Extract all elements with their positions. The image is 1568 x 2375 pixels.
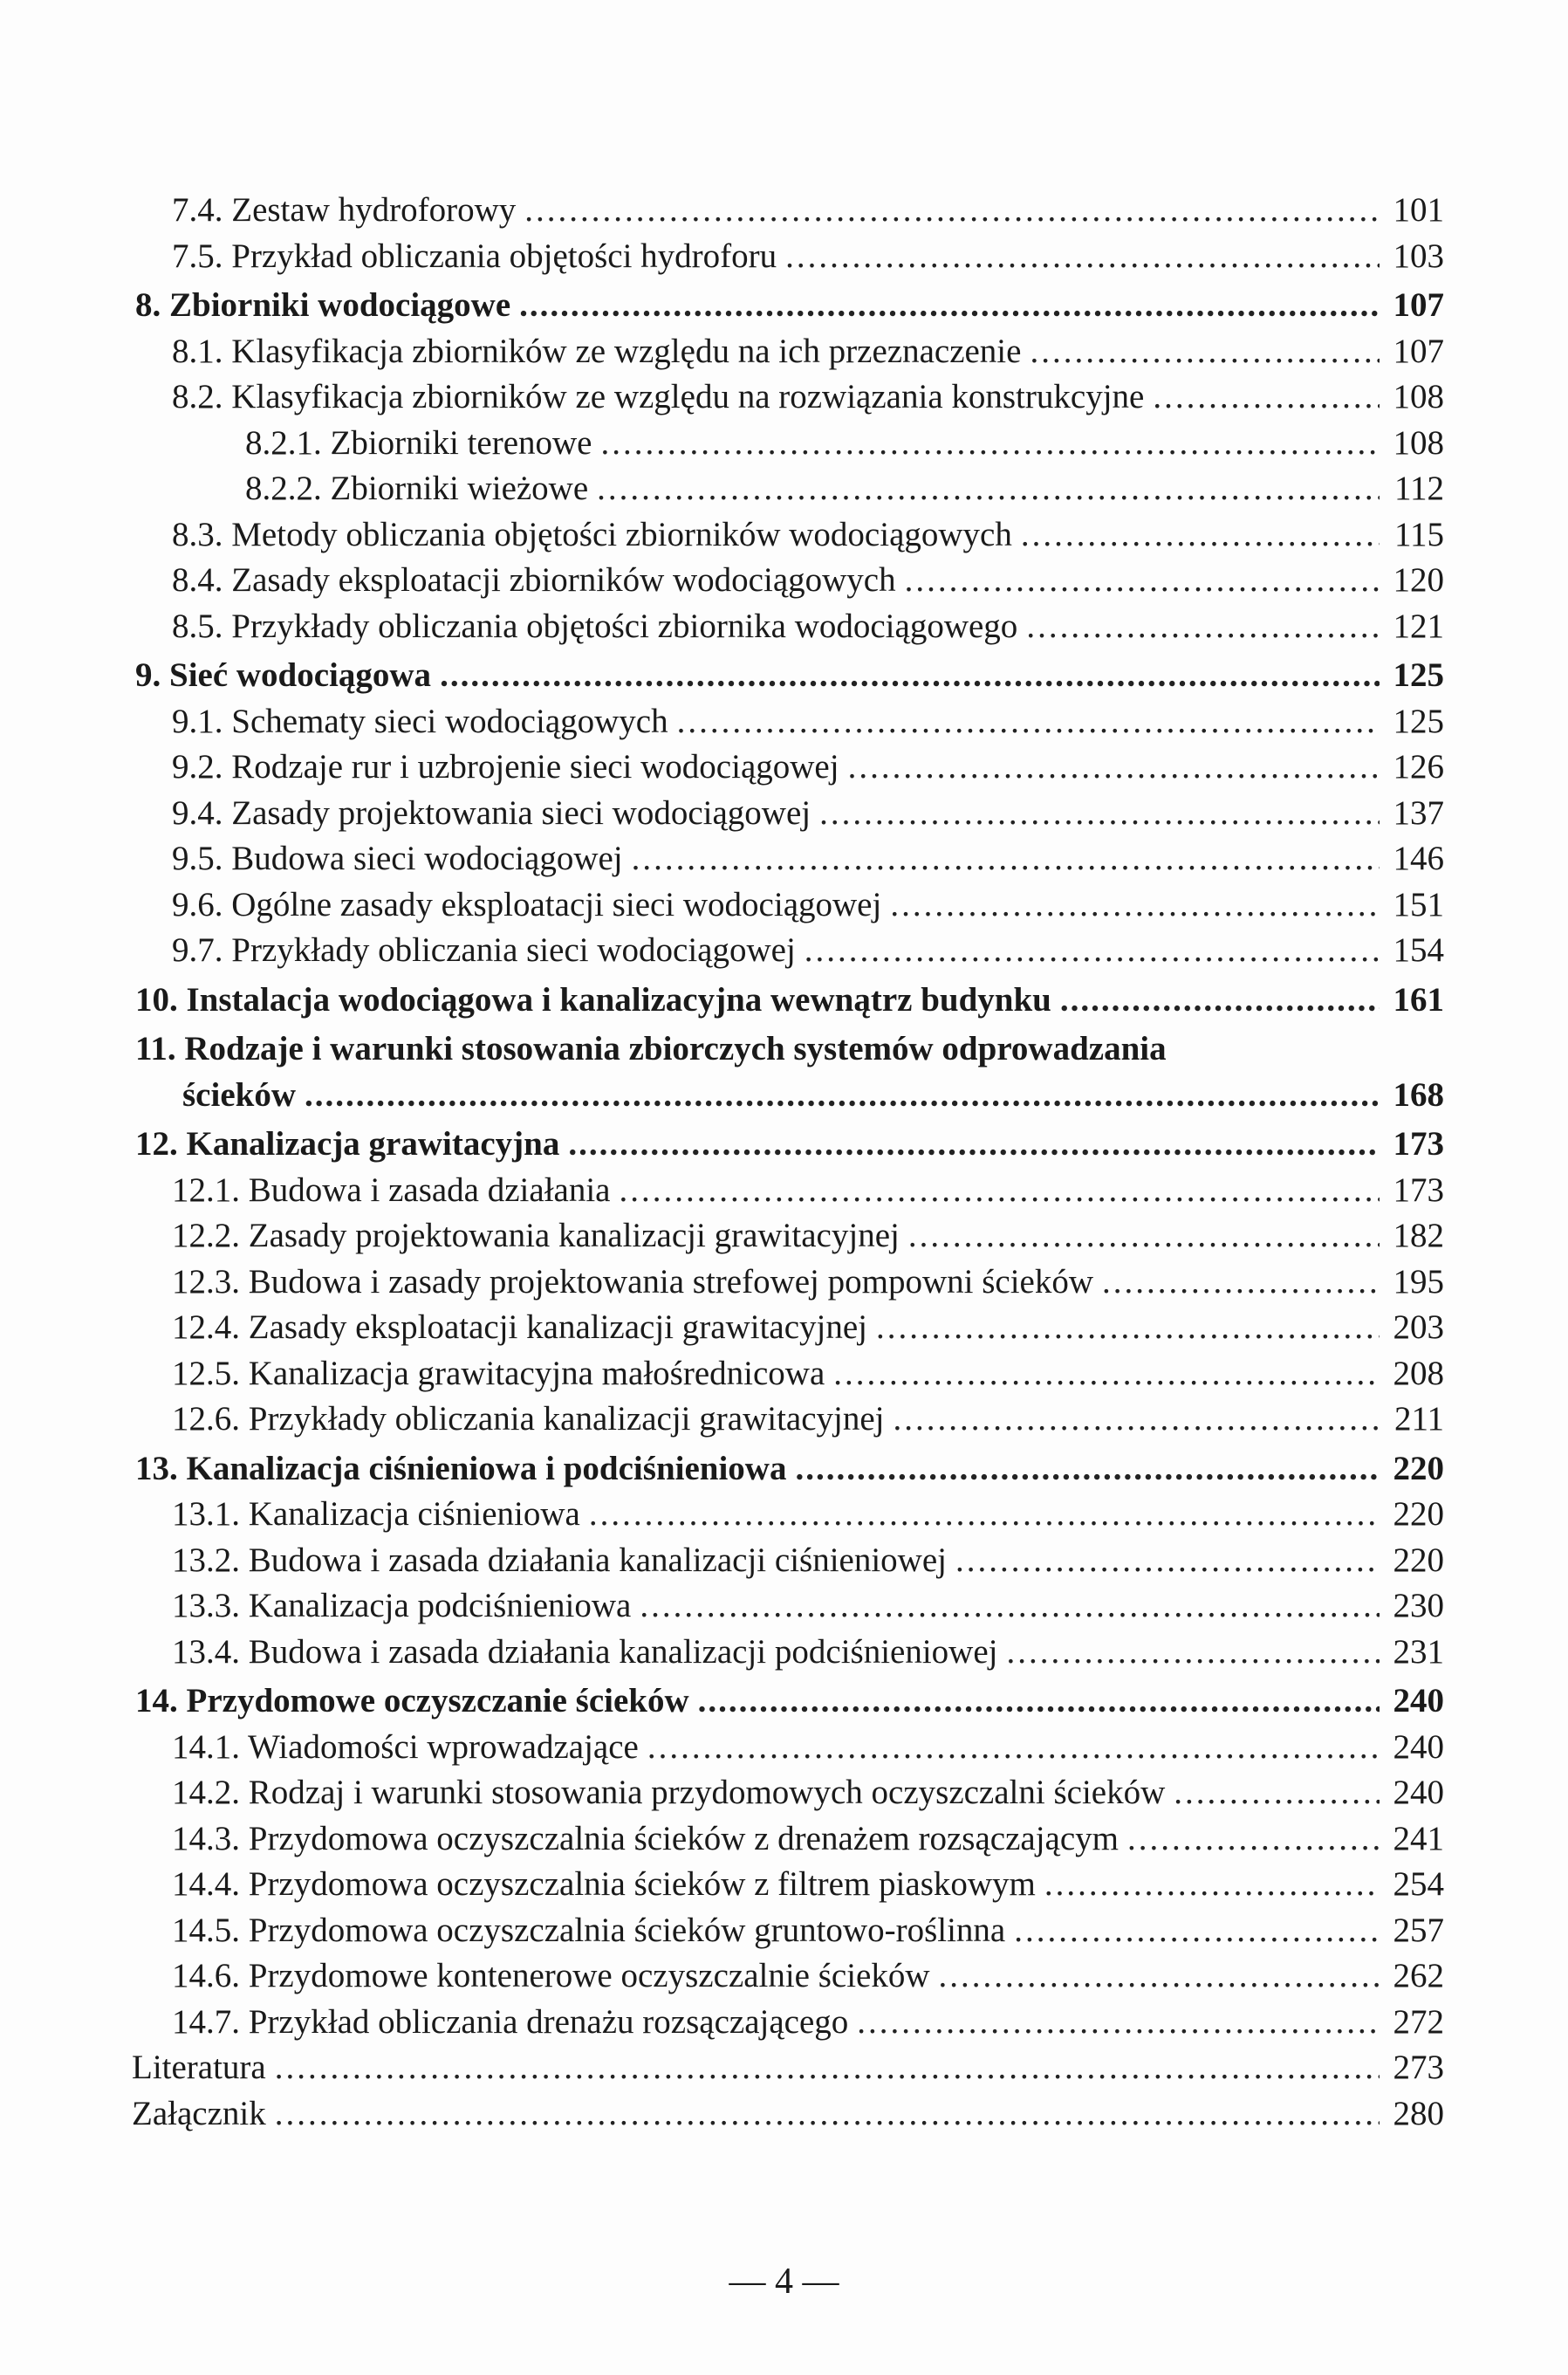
toc-entry-title	[172, 1727, 639, 1767]
toc-entry-text: Klasyfikacja zbiorników ze względu na ich przeznaczenie	[231, 332, 1022, 370]
toc-entry	[135, 190, 1444, 237]
toc-entry-text: Zasady eksploatacji zbiorników wodociągowych	[231, 561, 896, 599]
toc-entry-text: Wiadomości wprowadzające	[248, 1727, 639, 1766]
dot-leader	[440, 656, 1380, 695]
toc-entry-text: Zasady eksploatacji kanalizacji grawitacyjnej	[248, 1308, 868, 1346]
toc-page-number: 121	[1393, 607, 1444, 645]
toc-page-number: 146	[1393, 840, 1444, 877]
dot-leader	[819, 793, 1380, 833]
toc-entry-number: 12.2.	[172, 1217, 240, 1254]
toc-entry-text: Przydomowe oczyszczanie ścieków	[186, 1682, 689, 1719]
toc-entry-number: 9.	[135, 656, 161, 694]
toc-page-number: 125	[1393, 656, 1444, 694]
toc-entry-text: Przykłady obliczania sieci wodociągowej	[231, 931, 796, 969]
toc-page-number: 273	[1393, 2049, 1444, 2086]
toc-entry-text: Przydomowa oczyszczalnia ścieków z drenażem rozsączającym	[248, 1819, 1119, 1857]
toc-entry-text: Przydomowa oczyszczalnia ścieków z filtrem piaskowym	[248, 1865, 1036, 1903]
dot-leader	[1014, 1911, 1380, 1950]
toc-page-number: 151	[1393, 885, 1444, 923]
toc-page-number: 240	[1393, 1682, 1444, 1719]
toc-entry-title	[172, 1586, 631, 1625]
toc-entry	[135, 1819, 1444, 1865]
toc-entry-text: Kanalizacja podciśnieniowa	[248, 1587, 632, 1624]
toc-entry-title	[172, 237, 777, 276]
dot-leader	[876, 1308, 1380, 1347]
toc-entry	[135, 1494, 1444, 1541]
toc-entry	[132, 2094, 1444, 2140]
dot-leader	[857, 2002, 1380, 2042]
toc-entry-title	[135, 1029, 1167, 1068]
toc-entry-number: 13.4.	[172, 1632, 240, 1671]
toc-entry-number: 12.6.	[172, 1400, 240, 1438]
toc-entry-title	[172, 1262, 1093, 1301]
toc-entry	[135, 1170, 1444, 1217]
toc-entry	[135, 1773, 1444, 1819]
toc-entry-number: 14.1.	[172, 1727, 240, 1766]
toc-entry-number: 14.2.	[172, 1774, 240, 1811]
toc-page-number: 280	[1393, 2094, 1444, 2132]
dot-leader	[568, 1124, 1380, 1163]
toc-entry-title	[172, 560, 896, 600]
toc-entry-text: Zbiorniki wieżowe	[330, 470, 589, 507]
toc-entry-number: 14.5.	[172, 1911, 240, 1949]
toc-entry-title	[172, 1354, 825, 1393]
toc-entry-number: 13.1.	[172, 1495, 240, 1533]
toc-entry-number: 9.4.	[172, 793, 223, 832]
toc-entry-text: Klasyfikacja zbiorników ze względu na rozwiązania konstrukcyjne	[231, 378, 1145, 415]
toc-chapter-entry	[135, 285, 1444, 332]
toc-entry-text: Instalacja wodociągowa i kanalizacyjna wewnątrz budynku	[186, 980, 1051, 1019]
toc-entry	[135, 515, 1444, 561]
dot-leader	[1026, 607, 1380, 646]
toc-page-number: 241	[1393, 1819, 1444, 1857]
toc-page-number: 173	[1393, 1170, 1444, 1209]
toc-entry-title	[172, 885, 881, 924]
toc-entry-title	[172, 1494, 580, 1534]
toc-entry-title	[135, 1681, 689, 1720]
toc-entry-text: Załącznik	[132, 2094, 266, 2132]
toc-entry-title	[245, 469, 588, 508]
toc-entry-number: 14.7.	[172, 2002, 240, 2041]
dot-leader	[1044, 1864, 1380, 1904]
toc-entry-text: Kanalizacja ciśnieniowa	[248, 1495, 580, 1533]
dot-leader	[620, 1170, 1380, 1210]
toc-entry-number: 8.3.	[172, 515, 223, 553]
toc-page-number: 101	[1393, 191, 1444, 229]
dot-leader	[275, 2094, 1380, 2133]
toc-entry-number: 8.2.2.	[245, 470, 322, 507]
dot-leader	[1127, 1819, 1380, 1858]
toc-entry-text: Przydomowa oczyszczalnia ścieków gruntowo-roślinna	[248, 1911, 1006, 1949]
toc-entry-number: 12.	[135, 1125, 178, 1163]
toc-entry-title	[172, 1216, 900, 1255]
toc-page-number: 161	[1393, 980, 1444, 1019]
toc-chapter-entry	[135, 656, 1444, 702]
toc-entry	[135, 1541, 1444, 1587]
toc-page-number: 220	[1393, 1449, 1444, 1487]
toc-entry-title	[135, 285, 510, 325]
toc-entry-text: Budowa i zasady projektowania strefowej pompowni ścieków	[248, 1262, 1094, 1301]
toc-page-number: 211	[1393, 1400, 1444, 1438]
toc-page-number: 108	[1393, 423, 1444, 462]
toc-page-number: 107	[1393, 332, 1444, 370]
toc-page-number: 257	[1393, 1911, 1444, 1949]
toc-chapter-entry	[135, 1075, 1444, 1122]
toc-entry-text: Schematy sieci wodociągowych	[231, 702, 668, 740]
toc-page-number: 240	[1393, 1774, 1444, 1811]
toc-page-number: 182	[1393, 1217, 1444, 1254]
toc-entry-number: 13.3.	[172, 1587, 240, 1624]
toc-chapter-entry	[135, 980, 1444, 1026]
dot-leader	[894, 1399, 1380, 1438]
toc-entry-text: Rodzaje rur i uzbrojenie sieci wodociągowej	[231, 748, 839, 786]
toc-entry	[135, 377, 1444, 423]
toc-chapter-entry	[135, 1681, 1444, 1727]
toc-page-number: 203	[1393, 1308, 1444, 1346]
toc-entry-text: Literatura	[132, 2049, 266, 2086]
toc-entry-number: 14.	[135, 1682, 178, 1719]
toc-entry-text: Rodzaje i warunki stosowania zbiorczych systemów odprowadzania	[184, 1030, 1167, 1067]
toc-entry-title	[172, 839, 623, 878]
dot-leader	[939, 1956, 1380, 1995]
toc-entry-text: Przykład obliczania drenażu rozsączającego	[248, 2002, 849, 2041]
toc-entry-number: 14.6.	[172, 1957, 240, 1994]
dot-leader	[833, 1354, 1380, 1393]
toc-entry-title	[135, 1124, 559, 1163]
toc-entry-text: Zestaw hydroforowy	[231, 191, 517, 229]
toc-entry-number: 12.3.	[172, 1262, 240, 1301]
toc-page-number: 230	[1393, 1587, 1444, 1624]
dot-leader	[647, 1727, 1380, 1767]
page-number: — 4 —	[729, 2262, 839, 2302]
dot-leader	[908, 1216, 1380, 1255]
toc-entry	[135, 747, 1444, 793]
toc-entry	[135, 930, 1444, 977]
toc-entry-number: 13.	[135, 1449, 178, 1487]
toc-page-number: 137	[1393, 793, 1444, 832]
toc-entry-text: Przykłady obliczania objętości zbiornika wodociągowego	[231, 607, 1018, 645]
toc-entry-title	[135, 656, 431, 695]
toc-entry	[135, 1262, 1444, 1308]
toc-entry-number: 9.7.	[172, 931, 223, 969]
toc-page-number: 168	[1393, 1075, 1444, 1114]
toc-page-number: 154	[1393, 931, 1444, 969]
toc-entry	[135, 1956, 1444, 2002]
toc-entry-title	[172, 2002, 848, 2042]
toc-entry-title	[182, 1075, 296, 1115]
toc-chapter-entry	[135, 1449, 1444, 1495]
toc-page-number: 125	[1393, 702, 1444, 740]
toc-entry-text: Zbiorniki wodociągowe	[169, 286, 511, 324]
toc-entry-number: 8.5.	[172, 607, 223, 645]
dot-leader	[597, 469, 1380, 508]
toc-entry-title	[172, 930, 796, 970]
toc-entry-title	[172, 1541, 947, 1580]
toc-page-number: 231	[1393, 1632, 1444, 1671]
toc-entry-number: 9.1.	[172, 702, 223, 740]
toc-entry	[135, 332, 1444, 378]
toc-entry-text: ścieków	[182, 1075, 296, 1114]
toc-entry-number: 7.4.	[172, 191, 223, 229]
toc-entry-title	[135, 1449, 786, 1488]
toc-entry-title	[172, 1773, 1165, 1812]
toc-entry-title	[245, 423, 592, 463]
toc-entry-number: 13.2.	[172, 1541, 240, 1579]
dot-leader	[632, 839, 1380, 878]
toc-entry	[135, 839, 1444, 885]
toc-entry	[135, 1308, 1444, 1354]
toc-entry-number: 12.1.	[172, 1170, 240, 1209]
toc-page-number: 103	[1393, 237, 1444, 275]
toc-entry-title	[172, 377, 1144, 416]
toc-entry-text: Zasady projektowania kanalizacji grawitacyjnej	[248, 1217, 900, 1254]
toc-entry-number: 7.5.	[172, 237, 223, 275]
toc-entry-title	[132, 2048, 266, 2087]
toc-entry-text: Przydomowe kontenerowe oczyszczalnie ścieków	[248, 1957, 930, 1994]
toc-entry-title	[172, 702, 668, 741]
toc-entry-number: 11.	[135, 1030, 176, 1067]
dot-leader	[795, 1449, 1380, 1488]
toc-entry-number: 12.5.	[172, 1354, 240, 1392]
dot-leader	[1102, 1262, 1380, 1301]
toc-page-number: 254	[1393, 1865, 1444, 1903]
toc-entry-title	[132, 2094, 266, 2133]
toc-entry-text: Kanalizacja grawitacyjna małośrednicowa	[248, 1354, 825, 1392]
toc-entry	[135, 1864, 1444, 1911]
toc-entry-title	[172, 1911, 1005, 1950]
dot-leader	[600, 423, 1380, 463]
toc-page-number: 262	[1393, 1957, 1444, 1994]
toc-entry-text: Rodzaj i warunki stosowania przydomowych oczyszczalni ścieków	[248, 1774, 1166, 1811]
toc-entry-text: Kanalizacja ciśnieniowa i podciśnieniowa	[186, 1449, 787, 1487]
dot-leader	[1021, 515, 1380, 554]
toc-entry-title	[172, 1399, 885, 1438]
toc-entry-title	[172, 607, 1017, 646]
toc-entry-number: 8.2.	[172, 378, 223, 415]
toc-page-number: 220	[1393, 1541, 1444, 1579]
toc-entry	[135, 1354, 1444, 1400]
toc-entry-number: 9.6.	[172, 885, 223, 923]
table-of-contents	[132, 190, 1444, 2139]
toc-entry	[135, 702, 1444, 748]
toc-entry-text: Sieć wodociągowa	[169, 656, 432, 694]
toc-entry-title	[172, 1170, 611, 1210]
toc-entry-title	[172, 1864, 1036, 1904]
toc-entry-text: Kanalizacja grawitacyjna	[186, 1125, 560, 1163]
toc-page-number: 107	[1393, 286, 1444, 324]
dot-leader	[519, 285, 1380, 325]
toc-entry	[132, 2048, 1444, 2094]
toc-entry	[135, 885, 1444, 931]
toc-page-number: 272	[1393, 2002, 1444, 2041]
toc-entry-number: 9.5.	[172, 840, 223, 877]
toc-entry-title	[172, 1956, 930, 1995]
dot-leader	[805, 930, 1380, 970]
toc-entry-title	[172, 190, 516, 230]
toc-entry-text: Zasady projektowania sieci wodociągowej	[231, 793, 811, 832]
toc-entry-text: Przykłady obliczania kanalizacji grawitacyjnej	[248, 1400, 885, 1438]
toc-entry	[135, 1216, 1444, 1262]
toc-entry-number: 14.3.	[172, 1819, 240, 1857]
toc-entry-number: 10.	[135, 980, 178, 1019]
toc-chapter-entry	[135, 1029, 1444, 1075]
dot-leader	[1174, 1773, 1380, 1812]
toc-entry-number: 8.	[135, 286, 161, 324]
dot-leader	[890, 885, 1380, 924]
toc-page-number: 120	[1393, 561, 1444, 599]
dot-leader	[640, 1586, 1380, 1625]
toc-chapter-entry	[135, 1124, 1444, 1170]
dot-leader	[1007, 1632, 1380, 1671]
toc-entry	[135, 793, 1444, 840]
toc-page-number: 126	[1393, 748, 1444, 786]
toc-entry-number: 8.1.	[172, 332, 223, 370]
dot-leader	[785, 237, 1380, 276]
toc-page-number: 195	[1393, 1262, 1444, 1301]
toc-entry-text: Budowa i zasada działania kanalizacji ciśnieniowej	[248, 1541, 947, 1579]
toc-entry-text: Budowa i zasada działania kanalizacji podciśnieniowej	[248, 1632, 998, 1671]
toc-entry-title	[135, 980, 1051, 1019]
toc-entry-number: 8.4.	[172, 561, 223, 599]
toc-entry	[135, 607, 1444, 653]
toc-page-number: 108	[1393, 378, 1444, 415]
dot-leader	[848, 747, 1380, 786]
toc-entry-number: 12.4.	[172, 1308, 240, 1346]
dot-leader	[1060, 980, 1380, 1019]
dot-leader	[955, 1541, 1380, 1580]
toc-entry-title	[172, 332, 1021, 371]
toc-entry-number: 9.2.	[172, 748, 223, 786]
toc-entry	[135, 1632, 1444, 1678]
toc-entry	[135, 469, 1444, 515]
dot-leader	[677, 702, 1380, 741]
dot-leader	[1153, 377, 1380, 416]
toc-entry-title	[172, 747, 839, 786]
dot-leader	[905, 560, 1380, 600]
toc-entry-text: Metody obliczania objętości zbiorników wodociągowych	[231, 515, 1012, 553]
toc-entry	[135, 423, 1444, 470]
toc-entry	[135, 1911, 1444, 1957]
toc-entry-title	[172, 1819, 1119, 1858]
toc-entry-title	[172, 1308, 867, 1347]
toc-entry	[135, 237, 1444, 283]
toc-entry	[135, 1399, 1444, 1445]
toc-entry-number: 8.2.1.	[245, 423, 322, 462]
dot-leader	[589, 1494, 1380, 1534]
dot-leader	[1030, 332, 1380, 371]
dot-leader	[305, 1075, 1380, 1115]
toc-page-number: 173	[1393, 1125, 1444, 1163]
toc-entry-title	[172, 793, 811, 833]
toc-entry-title	[172, 1632, 998, 1671]
dot-leader	[524, 190, 1380, 230]
toc-entry	[135, 1727, 1444, 1774]
toc-page-number: 112	[1393, 470, 1444, 507]
toc-page-number: 115	[1393, 515, 1444, 553]
toc-entry-text: Zbiorniki terenowe	[330, 423, 592, 462]
toc-page-number: 240	[1393, 1727, 1444, 1766]
toc-page-number: 208	[1393, 1354, 1444, 1392]
toc-entry-text: Budowa i zasada działania	[248, 1170, 611, 1209]
toc-entry-number: 14.4.	[172, 1865, 240, 1903]
toc-entry-text: Przykład obliczania objętości hydroforu	[231, 237, 777, 275]
toc-entry	[135, 2002, 1444, 2049]
toc-entry	[135, 1586, 1444, 1632]
toc-entry-text: Budowa sieci wodociągowej	[231, 840, 623, 877]
toc-entry	[135, 560, 1444, 607]
toc-entry-title	[172, 515, 1012, 554]
toc-entry-text: Ogólne zasady eksploatacji sieci wodociągowej	[231, 885, 882, 923]
dot-leader	[698, 1681, 1380, 1720]
toc-page-number: 220	[1393, 1495, 1444, 1533]
dot-leader	[275, 2048, 1380, 2087]
